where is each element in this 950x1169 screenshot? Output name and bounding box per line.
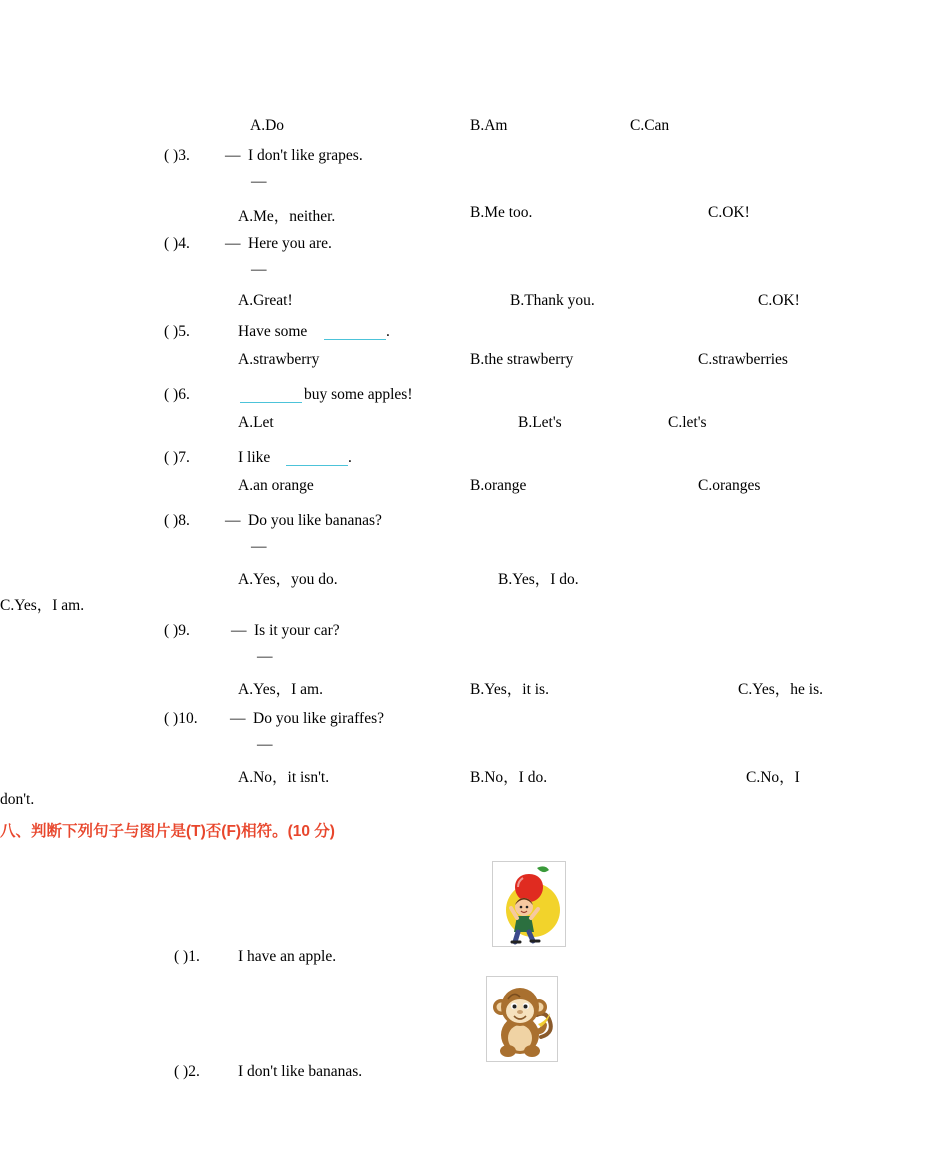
question-4-options — [138, 288, 818, 316]
tf-item-1-marker[interactable]: ( )1. — [174, 948, 200, 965]
question-7-stem-line — [138, 449, 818, 477]
tf-item-2-marker[interactable]: ( )2. — [174, 1063, 200, 1080]
question-9-dash: — — [231, 622, 247, 639]
question-4-stem-line — [138, 235, 818, 261]
question-7-answer-blank[interactable] — [286, 451, 348, 466]
question-10-dash: — — [230, 710, 246, 727]
option-c[interactable]: C.Yes，he is. — [738, 681, 823, 698]
question-3-marker[interactable]: ( )3. — [164, 147, 190, 164]
option-a[interactable]: A.Let — [238, 414, 274, 431]
question-9-text: Is it your car? — [254, 622, 340, 639]
question-8-options — [138, 565, 818, 593]
question-10-options — [138, 763, 818, 791]
question-5-options — [138, 351, 818, 379]
question-4-dash-line — [138, 261, 818, 288]
option-b[interactable]: B.the strawberry — [470, 351, 574, 368]
option-b[interactable]: B.Yes，it is. — [470, 681, 549, 698]
question-10-dash-line — [138, 736, 818, 763]
tf-item-1-text: I have an apple. — [238, 948, 337, 965]
question-8-text: Do you like bananas? — [248, 512, 382, 529]
option-b[interactable]: B.Let's — [518, 414, 562, 431]
question-8-option-c-wrapped[interactable] — [0, 593, 818, 620]
question-4-dash: — — [225, 235, 241, 252]
question-7-options — [138, 477, 818, 505]
question-7-text-after: . — [348, 449, 352, 466]
tf-item-2 — [138, 970, 818, 1085]
boy-with-apple-illustration — [493, 862, 565, 946]
question-9-marker[interactable]: ( )9. — [164, 622, 190, 639]
section-eight-heading — [0, 819, 818, 855]
question-10-option-c-wrapped[interactable] — [0, 791, 818, 819]
question-4-marker[interactable]: ( )4. — [164, 235, 190, 252]
option-a[interactable]: A.Yes，you do. — [238, 571, 338, 588]
option-a[interactable]: A.No，it isn't. — [238, 769, 330, 786]
question-9-dash-line — [138, 648, 818, 675]
question-10-text: Do you like giraffes? — [253, 710, 384, 727]
question-8-stem-line — [138, 512, 818, 538]
option-a[interactable]: A.Yes，I am. — [238, 681, 323, 698]
question-3-dash: — — [225, 147, 241, 164]
section-eight-title: 八、判断下列句子与图片是(T)否(F)相符。(10 分) — [0, 823, 335, 840]
option-c[interactable]: C.let's — [668, 414, 707, 431]
question-3-dash-second: — — [251, 173, 267, 190]
question-9-options — [138, 675, 823, 703]
option-b[interactable]: B.Me too. — [470, 204, 533, 221]
option-c[interactable]: C.OK! — [708, 204, 750, 221]
question-7-marker[interactable]: ( )7. — [164, 449, 190, 466]
question-2-options — [138, 105, 818, 135]
option-b[interactable]: B.Am — [470, 117, 508, 134]
tf-item-2-text: I don't like bananas. — [238, 1063, 363, 1080]
monkey-with-banana-picture — [486, 976, 558, 1062]
option-a[interactable]: A.Do — [250, 117, 285, 134]
option-a[interactable]: A.Me，neither. — [238, 208, 336, 225]
question-3-stem-line — [138, 147, 818, 173]
question-9-stem-line — [138, 622, 818, 648]
option-c[interactable]: C.strawberries — [698, 351, 788, 368]
question-6-stem-line — [138, 386, 818, 414]
question-10-dash-second: — — [257, 736, 273, 753]
question-3-text: I don't like grapes. — [248, 147, 363, 164]
question-4-dash-second: — — [251, 261, 267, 278]
option-c[interactable]: C.OK! — [758, 292, 800, 309]
question-8-dash-second: — — [251, 538, 267, 555]
question-6-options — [138, 414, 818, 442]
question-8-dash: — — [225, 512, 241, 529]
question-10-stem-line — [138, 710, 818, 736]
question-5-text-before: Have some — [238, 323, 308, 340]
option-a[interactable]: A.Great! — [238, 292, 293, 309]
boy-with-apple-picture — [492, 861, 566, 947]
monkey-with-banana-illustration — [487, 977, 557, 1061]
worksheet-content — [0, 105, 823, 1085]
question-8-dash-line — [138, 538, 818, 565]
question-8-marker[interactable]: ( )8. — [164, 512, 190, 529]
question-9-dash-second: — — [257, 648, 273, 665]
question-6-marker[interactable]: ( )6. — [164, 386, 190, 403]
question-6-text-after: buy some apples! — [304, 386, 413, 403]
option-c-continued[interactable]: don't. — [0, 791, 35, 808]
option-a[interactable]: A.an orange — [238, 477, 314, 494]
tf-item-1 — [138, 855, 818, 970]
option-c[interactable]: C.oranges — [698, 477, 761, 494]
option-b[interactable]: B.orange — [470, 477, 527, 494]
question-5-stem-line — [138, 323, 818, 351]
question-7-text-before: I like — [238, 449, 271, 466]
question-5-answer-blank[interactable] — [324, 325, 386, 340]
option-a[interactable]: A.strawberry — [238, 351, 320, 368]
option-b[interactable]: B.Thank you. — [510, 292, 595, 309]
question-5-marker[interactable]: ( )5. — [164, 323, 190, 340]
question-6-answer-blank[interactable] — [240, 388, 302, 403]
question-3-options — [138, 200, 818, 228]
option-c[interactable]: C.Yes，I am. — [0, 597, 85, 614]
option-c[interactable]: C.No，I — [746, 769, 800, 786]
question-4-text: Here you are. — [248, 235, 332, 252]
option-b[interactable]: B.Yes，I do. — [498, 571, 579, 588]
question-10-marker[interactable]: ( )10. — [164, 710, 198, 727]
option-b[interactable]: B.No，I do. — [470, 769, 548, 786]
option-c[interactable]: C.Can — [630, 117, 670, 134]
question-3-dash-line — [138, 173, 818, 200]
question-5-text-after: . — [386, 323, 390, 340]
